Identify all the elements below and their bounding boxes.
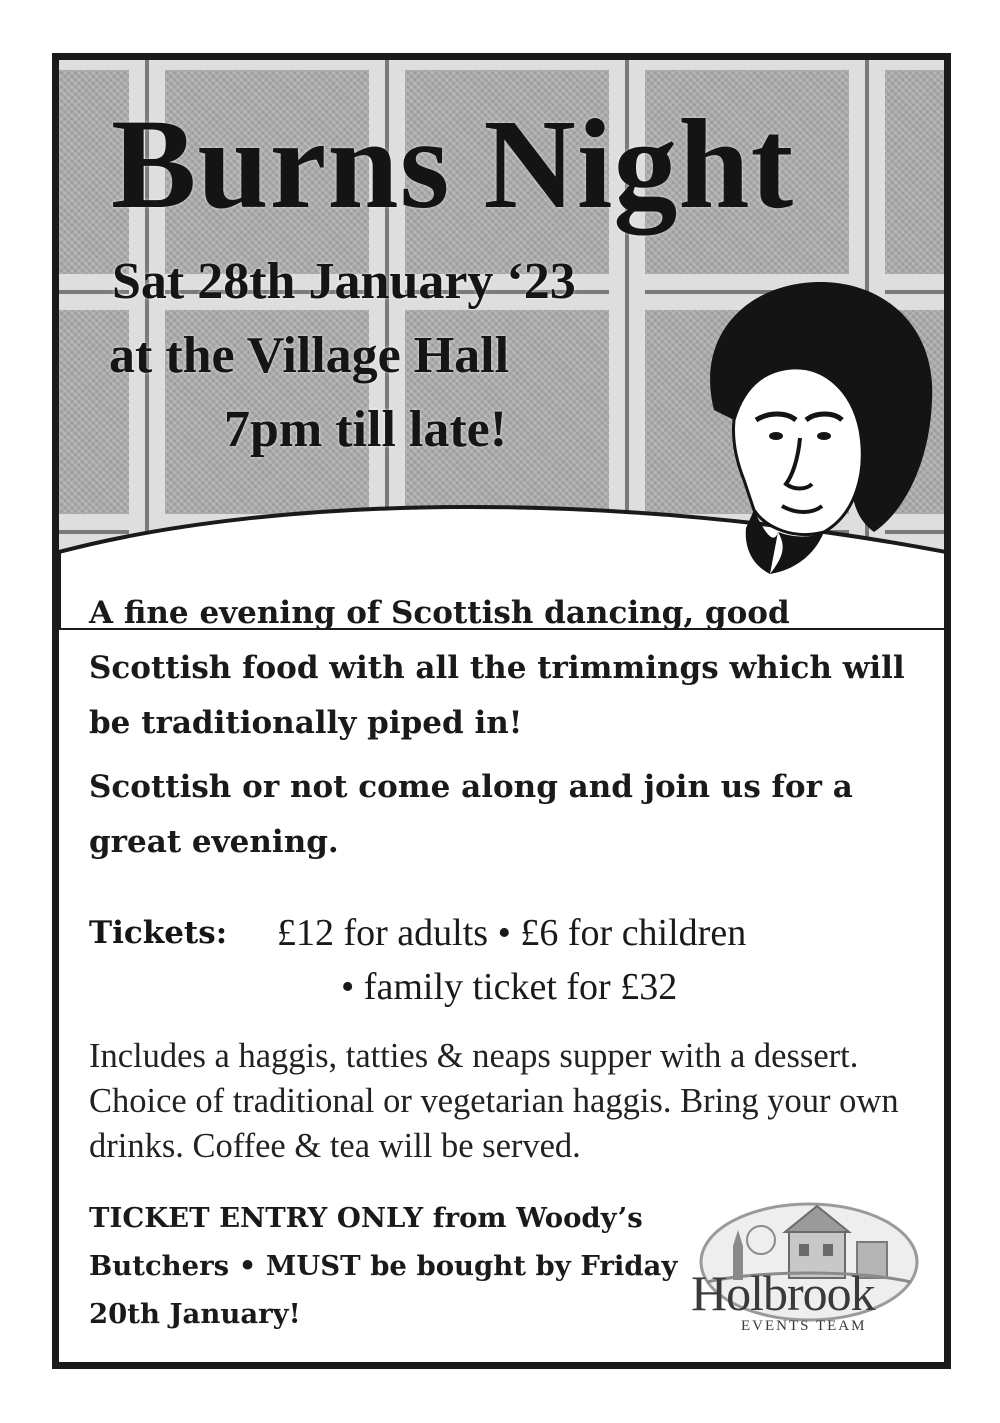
logo-subtitle: EVENTS TEAM xyxy=(741,1318,867,1334)
robert-burns-portrait xyxy=(674,270,944,580)
ticket-prices: £12 for adults • £6 for children xyxy=(277,912,747,954)
event-time: 7pm till late! xyxy=(224,401,508,458)
tickets-label: Tickets: xyxy=(89,915,228,951)
poster-frame xyxy=(52,53,951,1369)
intro-paragraph: A fine evening of Scottish dancing, good Scottish food with all the trimmings which will be traditionally piped in! xyxy=(89,595,905,741)
includes-paragraph: Includes a haggis, tatties & neaps supper with a dessert. Choice of traditional or vegetarian haggis. Bring your own drinks. Coffee & tea will be served. xyxy=(89,1037,899,1165)
family-ticket-price: • family ticket for £32 xyxy=(341,966,678,1008)
logo-name: Holbrook xyxy=(691,1265,875,1321)
event-date: Sat 28th January ‘23 xyxy=(112,253,576,310)
event-venue: at the Village Hall xyxy=(109,327,510,384)
ticket-entry-notice: TICKET ENTRY ONLY from Woody’s Butchers • MUST be bought by Friday 20th January! xyxy=(89,1202,678,1330)
invite-paragraph: Scottish or not come along and join us for a great evening. xyxy=(89,769,853,860)
poster-title: Burns Night xyxy=(111,93,795,235)
